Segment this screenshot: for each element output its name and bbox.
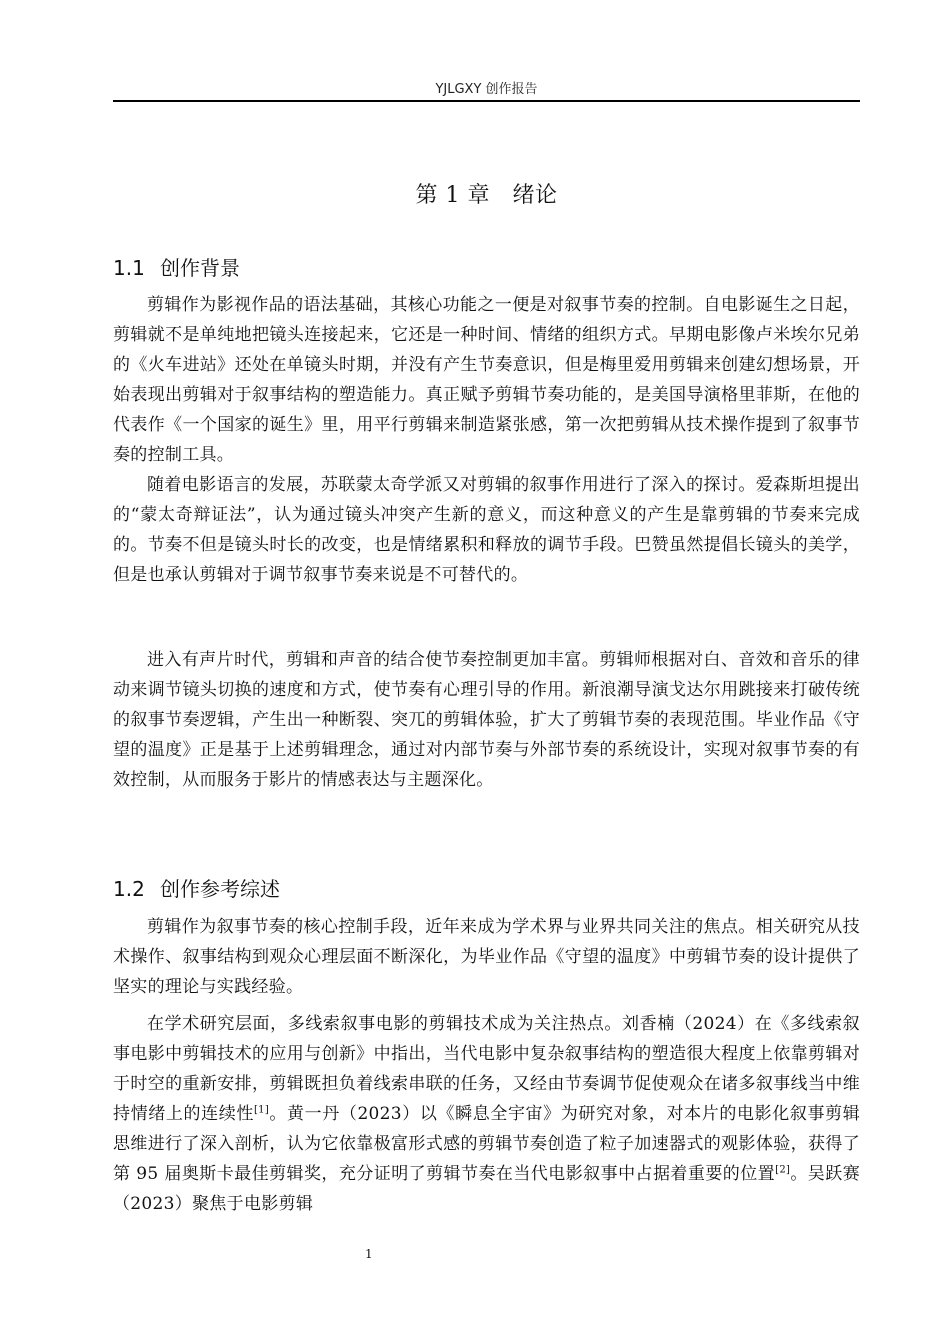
citation-ref[interactable]: [1] — [253, 1104, 270, 1116]
paragraph: 进入有声片时代，剪辑和声音的结合使节奏控制更加丰富。剪辑师根据对白、音效和音乐的律动来调节镜头切换的速度和方式，使节奏有心理引导的作用。新浪潮导演戈达尔用跳接来打破传统的叙事节奏逻辑，产生出一种断裂、突兀的剪辑体验，扩大了剪辑节奏的表现范围。毕业作品《守望的温度》正是基于上述剪辑理念，通过对内部节奏与外部节奏的系统设计，实现对叙事节奏的有效控制，从而服务于影片的情感表达与主题深化。 — [113, 650, 860, 790]
paragraph: 剪辑作为影视作品的语法基础，其核心功能之一便是对叙事节奏的控制。自电影诞生之日起，剪辑就不是单纯地把镜头连接起来，它还是一种时间、情绪的组织方式。早期电影像卢米埃尔兄弟的《火车进站》还处在单镜头时期，并没有产生节奏意识，但是梅里爱用剪辑来创建幻想场景，开始表现出剪辑对于叙事结构的塑造能力。真正赋予剪辑节奏功能的，是美国导演格里菲斯，在他的代表作《一个国家的诞生》里，用平行剪辑来制造紧张感，第一次把剪辑从技术操作提到了叙事节奏的控制工具。 — [113, 295, 860, 465]
paragraph: 随着电影语言的发展，苏联蒙太奇学派又对剪辑的叙事作用进行了深入的探讨。爱森斯坦提出的“蒙太奇辩证法”，认为通过镜头冲突产生新的意义，而这种意义的产生是靠剪辑的节奏来完成的。节奏不但是镜头时长的改变，也是情绪累积和释放的调节手段。巴赞虽然提倡长镜头的美学，但是也承认剪辑对于调节叙事节奏来说是不可替代的。 — [113, 475, 860, 585]
chapter-title: 第 1 章 绪论 — [415, 183, 558, 208]
section-title: 创作背景 — [160, 256, 240, 280]
citation-ref[interactable]: [2] — [775, 1164, 791, 1176]
paragraph-text: 在学术研究层面，多线索叙事电影的剪辑技术成为关注热点。刘香楠（2024）在《多线索叙事电影中剪辑技术的应用与创新》中指出，当代电影中复杂叙事结构的塑造很大程度上依靠剪辑对于时空的重新安排，剪辑既担负着线索串联的任务，又经由节奏调节促使观众在诸多叙事线当中维持情绪上的连续性 — [113, 1014, 860, 1124]
running-header: YJLGXY 创作报告 — [435, 82, 538, 97]
section-number: 1.2 — [113, 877, 145, 901]
header-rule — [113, 100, 860, 102]
paragraph: 剪辑作为叙事节奏的核心控制手段，近年来成为学术界与业界共同关注的焦点。相关研究从技术操作、叙事结构到观众心理层面不断深化，为毕业作品《守望的温度》中剪辑节奏的设计提供了坚实的理论与实践经验。 — [113, 917, 860, 997]
section-title: 创作参考综述 — [160, 877, 280, 901]
section-heading-1-2 — [113, 873, 280, 902]
section-heading-1-1 — [113, 252, 240, 281]
paragraph-text: 。黄一丹（2023）以《瞬息全宇宙》为研究对象，对本片的电影化叙事剪辑思维进行了深入剖析，认为它依靠极富形式感的剪辑节奏创造了粒子加速器式的观影体验，获得了第 95 届奥斯卡最佳剪辑奖，充分证明了剪辑节奏在当代电影叙事中占据着重要的位置 — [113, 1104, 860, 1184]
paragraph — [113, 1009, 860, 1219]
page-number: 1 — [365, 1247, 373, 1261]
section-number: 1.1 — [113, 256, 145, 280]
paragraph-text: 。吴跃赛（2023）聚焦于电影剪辑 — [113, 1164, 861, 1214]
